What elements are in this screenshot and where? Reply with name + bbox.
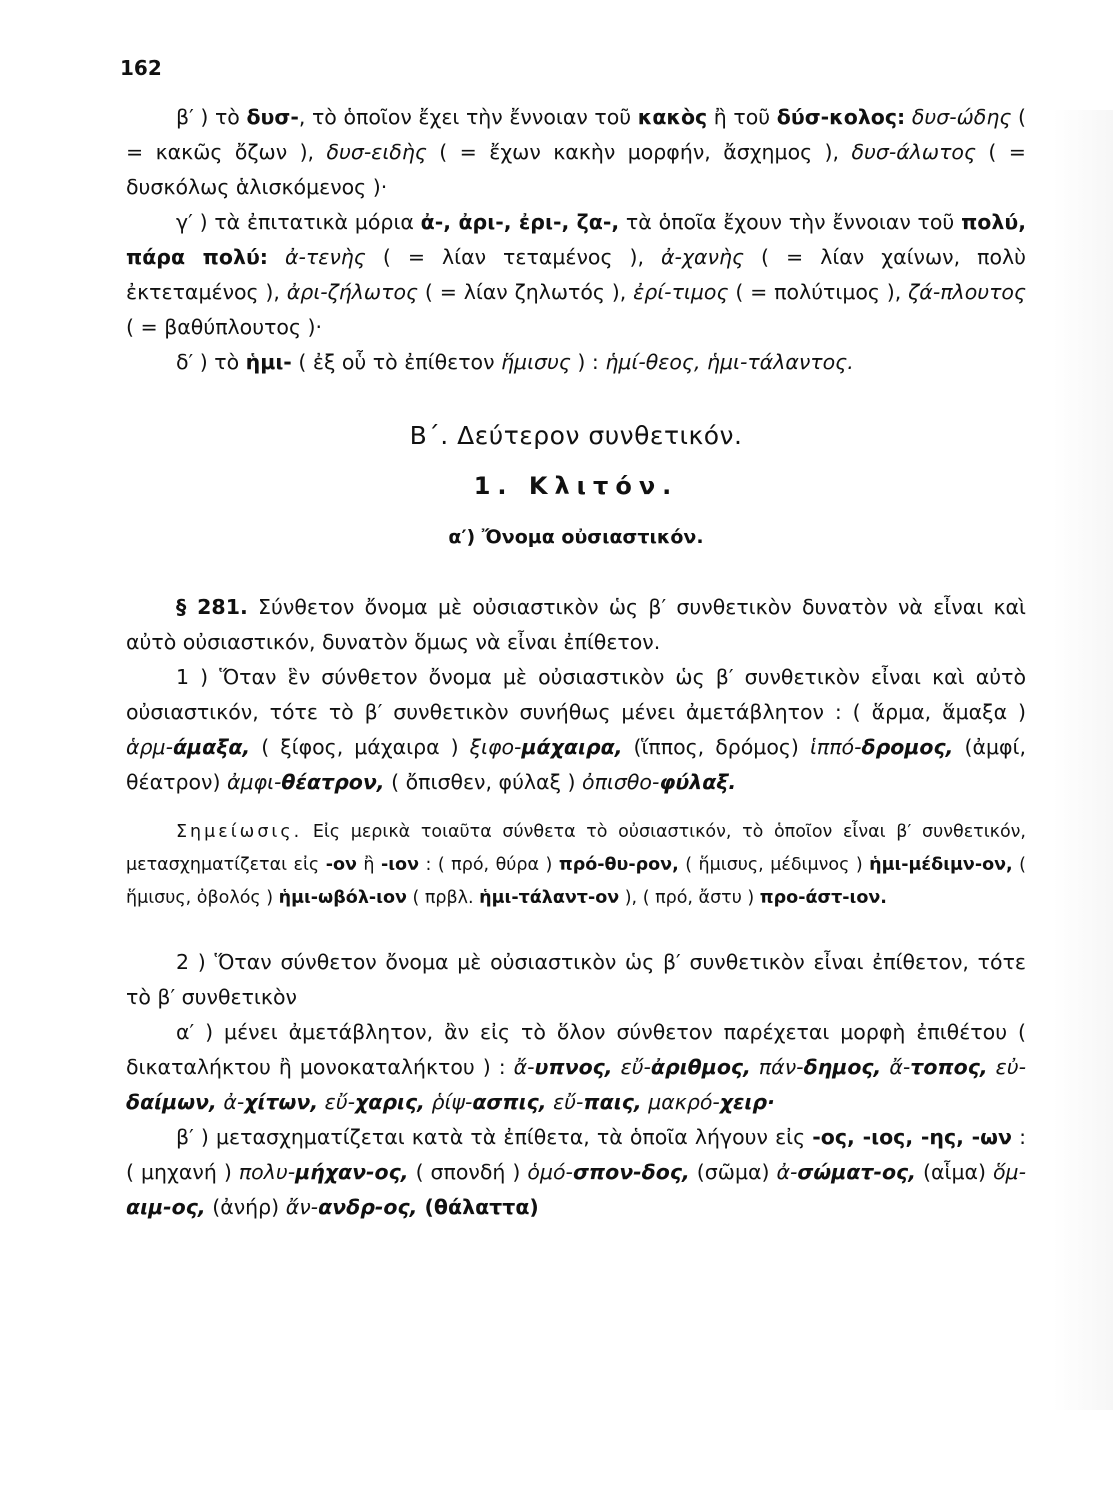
section-number: § 281. — [176, 595, 248, 619]
note-paragraph: Σημείωσις. Εἰς μερικὰ τοιαῦτα σύνθετα τὸ οὐσιαστικόν, τὸ ὁποῖον εἶναι β′ συνθετικόν, μετασχηματίζεται εἰς -ον ἢ -ιον : ( πρό, θύρα ) πρό-θυ-ρον, ( ἥμισυς, μέδιμνος ) ἡμι-μέδιμν-ον, ( ἥμισυς, ὀβολός ) ἡμι-ωβόλ-ιον ( πρβλ. ἡμι-τάλαντ-ον ), ( πρό, ἄστυ ) προ-άστ-ιον. — [126, 822, 1026, 908]
note-label: Σημείωσις. — [176, 822, 303, 842]
page-edge-shadow — [1053, 110, 1113, 1410]
paragraph-2-beta: β′ ) μετασχηματίζεται κατὰ τὰ ἐπίθετα, τὰ ὁποῖα λήγουν εἰς -ος, -ιος, -ης, -ων : ( μηχανή ) πολυ-μήχαν-ος, ( σπονδή ) ὁμό-σπον-δος, (σῶμα) ἀ-σώματ-ος, (αἷμα) ὅμ-αιμ-ος, (ἀνήρ) ἄν-ανδρ-ος, (θάλαττα) — [126, 1125, 1026, 1219]
section-title: Β΄. Δεύτερον συνθετικόν. — [409, 421, 743, 450]
subsubsection-title: α′) Ὄνομα οὐσιαστικόν. — [448, 526, 704, 548]
paragraph-beta-prefix: β′ ) τὸ δυσ-, τὸ ὁποῖον ἔχει τὴν ἔννοιαν τοῦ κακὸς ἢ τοῦ δύσ-κολος: δυσ-ώδης ( = κακῶς ὄζων ), δυσ-ειδὴς ( = ἔχων κακὴν μορφήν, ἄσχημος ), δυσ-άλωτος ( = δυσκόλως ἁλισκόμενος )· — [126, 105, 1026, 199]
paragraph-1: 1 ) Ὅταν ἓν σύνθετον ὄνομα μὲ οὐσιαστικὸν ὡς β′ συνθετικὸν εἶναι καὶ αὐτὸ οὐσιαστικόν, τότε τὸ β′ συνθετικὸν συνήθως μένει ἀμετάβλητον : ( ἅρμα, ἅμαξα ) ἁρμ-άμαξα, ( ξίφος, μάχαιρα ) ξιφο-μάχαιρα, (ἵππος, δρόμος) ἱππό-δρομος, (ἀμφί, θέατρον) ἀμφι-θέατρον, ( ὄπισθεν, φύλαξ ) ὀπισθο-φύλαξ. — [126, 665, 1026, 794]
paragraph-2: 2 ) Ὅταν σύνθετον ὄνομα μὲ οὐσιαστικὸν ὡς β′ συνθετικὸν εἶναι ἐπίθετον, τότε τὸ β′ συνθετικὸν — [126, 950, 1026, 1009]
page-number: 162 — [120, 56, 162, 80]
paragraph-281: § 281. Σύνθετον ὄνομα μὲ οὐσιαστικὸν ὡς β′ συνθετικὸν δυνατὸν νὰ εἶναι καὶ αὐτὸ οὐσιαστικόν, δυνατὸν ὅμως νὰ εἶναι ἐπίθετον. — [126, 595, 1026, 654]
subsection-title: 1. Κλιτόν. — [473, 472, 679, 500]
paragraph-gamma-prefix: γ′ ) τὰ ἐπιτατικὰ μόρια ἀ-, ἀρι-, ἐρι-, ζα-, τὰ ὁποῖα ἔχουν τὴν ἔννοιαν τοῦ πολύ, πάρα πολύ: ἀ-τενὴς ( = λίαν τεταμένος ), ἀ-χανὴς ( = λίαν χαίνων, πολὺ ἐκτεταμένος ), ἀρι-ζήλωτος ( = λίαν ζηλωτός ), ἐρί-τιμος ( = πολύτιμος ), ζά-πλουτος ( = βαθύπλουτος )· — [126, 210, 1027, 339]
page-body — [126, 100, 1026, 1225]
paragraph-delta-prefix: δ′ ) τὸ ἡμι- ( ἐξ οὗ τὸ ἐπίθετον ἥμισυς ) : ἡμί-θεος, ἡμι-τάλαντος. — [176, 350, 854, 374]
paragraph-2-alpha: α′ ) μένει ἀμετάβλητον, ἂν εἰς τὸ ὅλον σύνθετον παρέχεται μορφὴ ἐπιθέτου ( δικαταλήκτου ἢ μονοκαταλήκτου ) : ἄ-υπνος, εὔ-ἀριθμος, πάν-δημος, ἄ-τοπος, εὐ-δαίμων, ἀ-χίτων, εὔ-χαρις, ῥίψ-ασπις, εὔ-παις, μακρό-χειρ· — [126, 1020, 1026, 1114]
